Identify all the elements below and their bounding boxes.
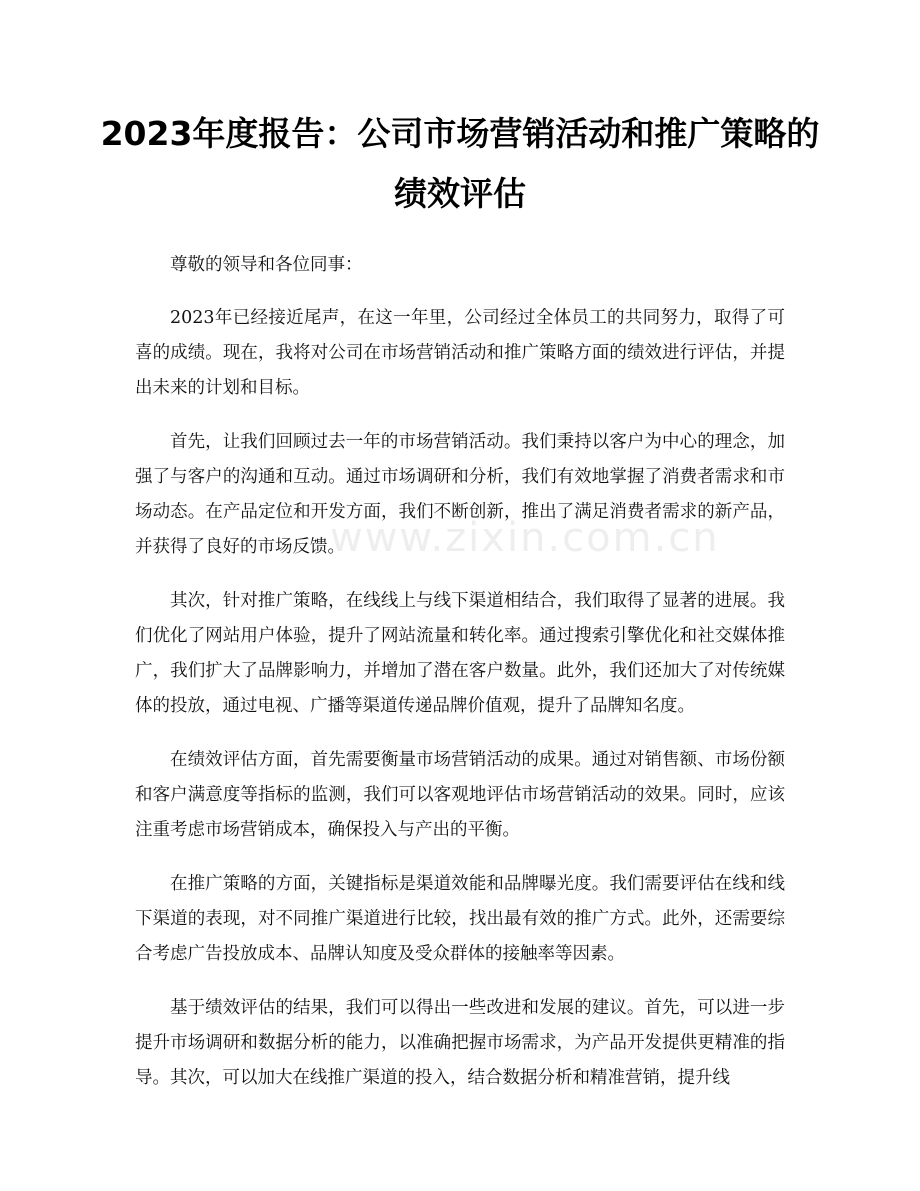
paragraph: 2023年已经接近尾声，在这一年里，公司经过全体员工的共同努力，取得了可喜的成绩。现在，我将对公司在市场营销活动和推广策略方面的绩效进行评估，并提出未来的计划和目标。 xyxy=(135,308,785,398)
watermark: www.zixin.com.cn xyxy=(330,515,720,561)
paragraph: 其次，针对推广策略，在线线上与线下渠道相结合，我们取得了显著的进展。我们优化了网站用户体验，提升了网站流量和转化率。通过搜索引擎优化和社交媒体推广，我们扩大了品牌影响力，并增加了潜在客户数量。此外，我们还加大了对传统媒体的投放，通过电视、广播等渠道传递品牌价值观，提升了品牌知名度。 xyxy=(135,591,785,716)
paragraph: 基于绩效评估的结果，我们可以得出一些改进和发展的建议。首先，可以进一步提升市场调研和数据分析的能力，以准确把握市场需求，为产品开发提供更精准的指导。其次，可以加大在线推广渠道的投入，结合数据分析和精准营销，提升线 xyxy=(135,998,785,1088)
greeting: 尊敬的领导和各位同事： xyxy=(170,255,363,275)
paragraph: 在推广策略的方面，关键指标是渠道效能和品牌曝光度。我们需要评估在线和线下渠道的表现，对不同推广渠道进行比较，找出最有效的推广方式。此外，还需要综合考虑广告投放成本、品牌认知度及受众群体的接触率等因素。 xyxy=(135,874,785,964)
paragraph: 首先，让我们回顾过去一年的市场营销活动。我们秉持以客户为中心的理念，加强了与客户的沟通和互动。通过市场调研和分析，我们有效地掌握了消费者需求和市场动态。在产品定位和开发方面，我们不断创新，推出了满足消费者需求的新产品，并获得了良好的市场反馈。 xyxy=(135,432,785,557)
paragraph: 在绩效评估方面，首先需要衡量市场营销活动的成果。通过对销售额、市场份额和客户满意度等指标的监测，我们可以客观地评估市场营销活动的效果。同时，应该注重考虑市场营销成本，确保投入与产出的平衡。 xyxy=(135,750,785,840)
page-title: 2023年度报告：公司市场营销活动和推广策略的绩效评估 xyxy=(100,114,820,213)
document-body xyxy=(135,248,785,1115)
